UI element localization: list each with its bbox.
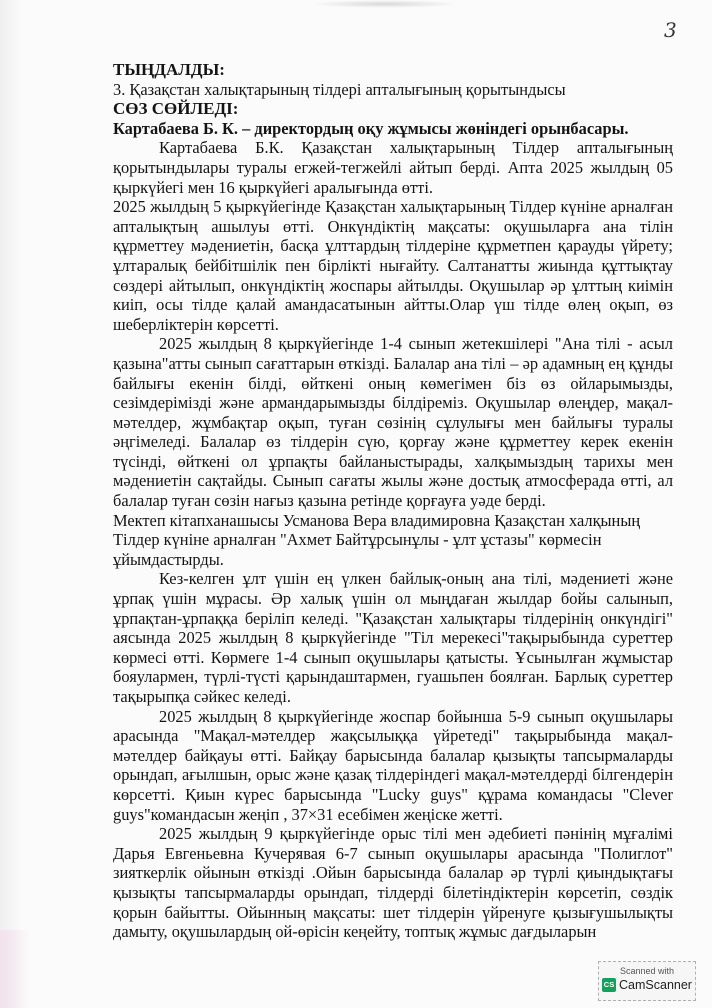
paragraph-drawing-exhibition: Кез-келген ұлт үшін ең үлкен байлық-оның ана тілі, мәдениеті және ұрпақ үшін мұрасы. Әр халық үшін ол мыңдаған жылдар бойы салынып, ұрпақтан-ұрпаққа беріліп келеді. "Қазақстан халықтары тілдерінің онкүндігі" аясында 2025 жылдың 8 қыркүйегінде "Тіл мерекесі"тақырыбында суреттер көрмесі өтті. Көрмеге 1-4 сынып оқушылары қатысты. Ұсынылған жұмыстар бояулармен, түрлі-түсті қарындаштармен, гуашьпен боялған. Барлық суреттер тақырыпқа сәйкес келеді. bbox=[113, 569, 673, 706]
watermark-brand: CamScanner bbox=[619, 978, 692, 992]
paragraph-summary: Картабаева Б.К. Қазақстан халықтарының Тілдер апталығының қорытындылары туралы егжей-тегжейлі айтып берді. Апта 2025 жылдың 05 қыркүйегі мен 16 қыркүйегі аралығында өтті. bbox=[113, 138, 673, 197]
watermark-caption: Scanned with bbox=[619, 966, 675, 976]
camscanner-watermark bbox=[598, 961, 696, 1001]
heading-listened: ТЫҢДАЛДЫ: bbox=[113, 60, 225, 79]
document-body bbox=[113, 60, 673, 942]
handwritten-page-number: 3 bbox=[664, 18, 677, 42]
speaker-line: Картабаева Б. К. – директордың оқу жұмысы жөніндегі орынбасары. bbox=[113, 118, 629, 138]
heading-spoke: СӨЗ СӨЙЛЕДІ: bbox=[113, 99, 239, 119]
paragraph-opening: 2025 жылдың 5 қыркүйегінде Қазақстан халықтарының Тілдер күніне арналған апталықтың ашылуы өтті. Онкүндіктің мақсаты: оқушыларға ана тілін құрметтеу мәдениетін, басқа ұлттардың тілдеріне құрметпен қарауды үйрету; ұлтаралық бейбітшілік пен бірлікті нығайту. Салтанатты жиында құттықтау сөздері айтылып, онкүндіктің жоспары айтылды. Оқушылар әр ұлттың киімін киіп, осы тілде қалай амандасатынын айтты.Олар үш тілде өлең оқып, өз шеберліктерін көрсетті. bbox=[113, 197, 673, 334]
scan-smudge bbox=[310, 0, 460, 8]
scan-edge-shadow bbox=[0, 0, 22, 1008]
paragraph-library-exhibition: Мектеп кітапханашысы Усманова Вера владимировна Қазақстан халқының Тілдер күніне арналған "Ахмет Байтұрсынұлы - ұлт ұстазы" көрмесін ұйымдастырды. bbox=[113, 510, 641, 569]
scan-corner-tint bbox=[0, 930, 30, 1008]
camscanner-logo-icon: CS bbox=[602, 978, 616, 992]
agenda-item: 3. Қазақстан халықтарының тілдері апталығының қорытындысы bbox=[113, 79, 566, 99]
paragraph-proverbs-contest: 2025 жылдың 8 қыркүйегінде жоспар бойынша 5-9 сынып оқушылары арасында "Мақал-мәтелдер жақсылыққа үйретеді" тақырыбында мақал-мәтелдер байқауы өтті. Байқау барысында балалар қызықты тапсырмаларды орындап, ағылшын, орыс және қазақ тілдеріндегі мақал-мәтелдерді білгендерін көрсетті. Қиын күрес барысында "Lucky guys" құрама командасы "Clever guys"командасын жеңіп , 37×31 есебімен жеңіске жетті. bbox=[113, 706, 673, 824]
paragraph-class-hours: 2025 жылдың 8 қыркүйегінде 1-4 сынып жетекшілері "Ана тілі - асыл қазына"атты сынып сағаттарын өткізді. Балалар ана тілі – әр адамның ең құнды байлығы екенін білді, өйткені оның көмегімен біз өз ойларымызды, сезімдерімізді және армандарымызды білдіреміз. Оқушылар өлеңдер, мақал-мәтелдер, жұмбақтар оқып, туған сөзінің сұлулығы мен байлығы туралы әңгімеледі. Балалар өз тілдерін сүю, қорғау және құрметтеу керек екенін түсінді, өйткені ол ұрпақты байланыстырады, халқымыздың тарихы мен мәдениетін сақтайды. Сынып сағаты жылы және достық атмосферада өтті, ал балалар туған сөзін нағыз қазына ретінде қорғауға уәде берді. bbox=[113, 334, 673, 511]
paragraph-polyglot-game: 2025 жылдың 9 қыркүйегінде орыс тілі мен әдебиеті пәнінің мұғалімі Дарья Евгеньевна Кучерявая 6-7 сынып оқушылары арасында "Полиглот" зияткерлік ойынын өткізді .Ойын барысында балалар әр түрлі қиындықтағы қызықты тапсырмаларды орындап, тілдерді білетіндіктерін көрсетіп, сөздік қорын байытты. Ойынның мақсаты: шет тілдерін үйренуге қызығушылықты дамыту, оқушылардың ой-өрісін кеңейту, топтық жұмыс дағдыларын bbox=[113, 824, 673, 942]
